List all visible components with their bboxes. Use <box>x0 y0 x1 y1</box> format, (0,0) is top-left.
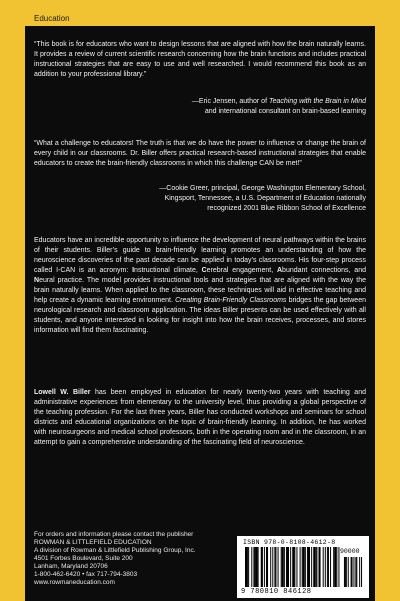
barcode-bar <box>338 547 339 587</box>
barcode-bar <box>311 547 312 587</box>
attribution-2-line-1: —Cookie Greer, principal, George Washington Elementary School, <box>159 185 366 192</box>
acronym-letter-a: A <box>276 267 283 274</box>
publisher-line: 4501 Forbes Boulevard, Suite 200 <box>34 555 133 562</box>
barcode-bar <box>262 547 263 587</box>
barcode-bar <box>330 547 331 587</box>
publisher-website: www.rowmaneducation.com <box>34 579 115 586</box>
barcode-bar <box>328 547 329 587</box>
publisher-line: For orders and information please contact the publisher <box>34 531 194 538</box>
acronym-rest-i: nstructional climate, <box>134 267 202 274</box>
author-bio-text: has been employed in education for nearly twenty-two years with teaching and administrative experiences from elementary to the university level, thus providing a global perspective of the teaching profession. For the last three years, Biller has conducted workshops and seminars for school districts and educational organizations on the topic of brain-friendly learning. In addition, he has worked with neurosurgeons and medical school professors, both in the operating room and in the classroom, in an attempt to gain a comprehensive understanding of the fascinating field of neuroscience. <box>34 389 366 446</box>
endorsement-attribution-2 <box>34 184 366 214</box>
back-cover-panel <box>25 26 375 601</box>
barcode-bar <box>294 547 295 587</box>
addon-bar <box>348 557 349 587</box>
barcode-bar <box>287 547 289 587</box>
barcode-bar <box>275 547 276 587</box>
barcode-bar <box>300 547 301 587</box>
price-code: 90000 <box>340 548 360 555</box>
acronym-letter-n: N <box>34 277 40 284</box>
isbn-barcode-box <box>237 536 369 598</box>
author-bio <box>34 388 366 448</box>
barcode-bar <box>302 547 303 587</box>
barcode-bar <box>308 547 310 587</box>
endorsement-quote-1: “This book is for educators who want to design lessons that are aligned with how the brain naturally learns. It provides a review of current scientific research concerning how the brain functions and includes practical instructional strategies that are easy to use and well researched. I would recommend this book as an addition to your professional library.” <box>34 41 366 78</box>
barcode-bar <box>320 547 321 587</box>
barcode-bar <box>258 547 259 587</box>
barcode-bar <box>313 547 315 587</box>
barcode-bar <box>334 547 336 587</box>
barcode-bar <box>278 547 279 587</box>
barcode-bar <box>307 547 308 587</box>
barcode-bar <box>336 547 337 587</box>
description-part-1: Educators have an incredible opportunity to influence the development of neural pathways within the brains of their students. Biller’s guide to brain-friendly learning promotes an understanding of how the neuroscience discoveries of the past decade can be applied in today’s classrooms. His four-step process called I-CAN is an acronym: <box>34 237 366 274</box>
barcode-bar <box>245 547 247 587</box>
barcode-bar <box>333 547 334 587</box>
attribution-2-line-3: recognized 2001 Blue Ribbon School of Excellence <box>207 205 366 212</box>
acronym-rest-a: bundant connections, and <box>282 267 366 274</box>
barcode-bar <box>327 547 328 587</box>
attribution-2-line-2: Kingsport, Tennessee, a U.S. Department of Education nationally <box>164 195 366 202</box>
addon-bar <box>353 557 354 587</box>
addon-bar <box>344 557 345 587</box>
attribution-1-book-title: Teaching with the Brain in Mind <box>268 98 366 105</box>
barcode-bar <box>256 547 258 587</box>
author-name: Lowell W. Biller <box>34 389 91 396</box>
barcode-bar <box>286 547 287 587</box>
acronym-rest-n: eural practice. The model provides instructional tools and strategies that are aligned with the way the brain naturally learns. When applied to the classroom, these techniques will aid in effective teaching and help create a dynamic learning environment. <box>34 277 366 304</box>
barcode-bar <box>303 547 305 587</box>
publisher-line: 1-800-462-6420 • fax 717-794-3803 <box>34 571 138 578</box>
barcode-bar <box>282 547 284 587</box>
addon-bar <box>346 557 347 587</box>
addon-bar <box>355 557 356 587</box>
acronym-letter-c: C <box>201 267 207 274</box>
publisher-info <box>34 531 214 587</box>
addon-bar <box>351 557 352 587</box>
publisher-line: A division of Rowman & Littlefield Publishing Group, Inc. <box>34 547 196 554</box>
barcode-bar <box>296 547 297 587</box>
barcode-bar <box>264 547 265 587</box>
endorsement-quote-2: “What a challenge to educators! The truth is that we do have the power to influence or change the brain of every child in our classrooms. Dr. Biller offers practical research-based instructional strategies that enable educators to create the brain-friendly classrooms in which this challenge CAN be met!” <box>34 140 366 167</box>
barcode-bar <box>316 547 317 587</box>
publisher-line: ROWMAN & LITTLEFIELD EDUCATION <box>34 539 152 546</box>
addon-bar <box>356 557 357 587</box>
barcode-bar <box>305 547 306 587</box>
barcode-icon <box>243 547 363 587</box>
attribution-1-prefix: —Eric Jensen, author of <box>191 98 269 105</box>
barcode-bar <box>281 547 282 587</box>
barcode-bar <box>290 547 291 587</box>
endorsement-attribution-1 <box>34 97 366 117</box>
barcode-bar <box>274 547 275 587</box>
addon-bar <box>352 557 353 587</box>
attribution-1-line-2: and international consultant on brain-based learning <box>204 108 366 115</box>
barcode-bar <box>254 547 255 587</box>
isbn-label: ISBN 978-0-8108-4612-8 <box>243 539 336 546</box>
barcode-bar <box>272 547 273 587</box>
addon-bar <box>361 557 362 587</box>
barcode-bar <box>253 547 254 587</box>
barcode-bar <box>293 547 294 587</box>
barcode-bar <box>323 547 324 587</box>
barcode-bar <box>251 547 252 587</box>
barcode-bar <box>267 547 268 587</box>
acronym-letter-i: I <box>132 267 135 274</box>
barcode-bar <box>284 547 285 587</box>
description-part-2: bridges the gap between neurological research and classroom application. The ideas Biller presents can be used effectively with all students, and anyone interested in looking for insight into how the brain receives, processes, and stores information will find them fascinating. <box>34 297 366 334</box>
description-book-title: Creating Brain-Friendly Classrooms <box>175 297 287 304</box>
barcode-bar <box>248 547 249 587</box>
barcode-bar <box>247 547 248 587</box>
publisher-line: Lanham, Maryland 20706 <box>34 563 108 570</box>
acronym-rest-c: erebral engagement, <box>206 267 277 274</box>
category-label: Education <box>34 14 70 23</box>
barcode-bar <box>325 547 326 587</box>
barcode-bar <box>315 547 316 587</box>
book-description <box>34 236 366 336</box>
barcode-bar <box>270 547 271 587</box>
barcode-digits: 9 780810 846128 <box>241 588 312 596</box>
addon-bar <box>359 557 360 587</box>
addon-bar <box>345 557 346 587</box>
